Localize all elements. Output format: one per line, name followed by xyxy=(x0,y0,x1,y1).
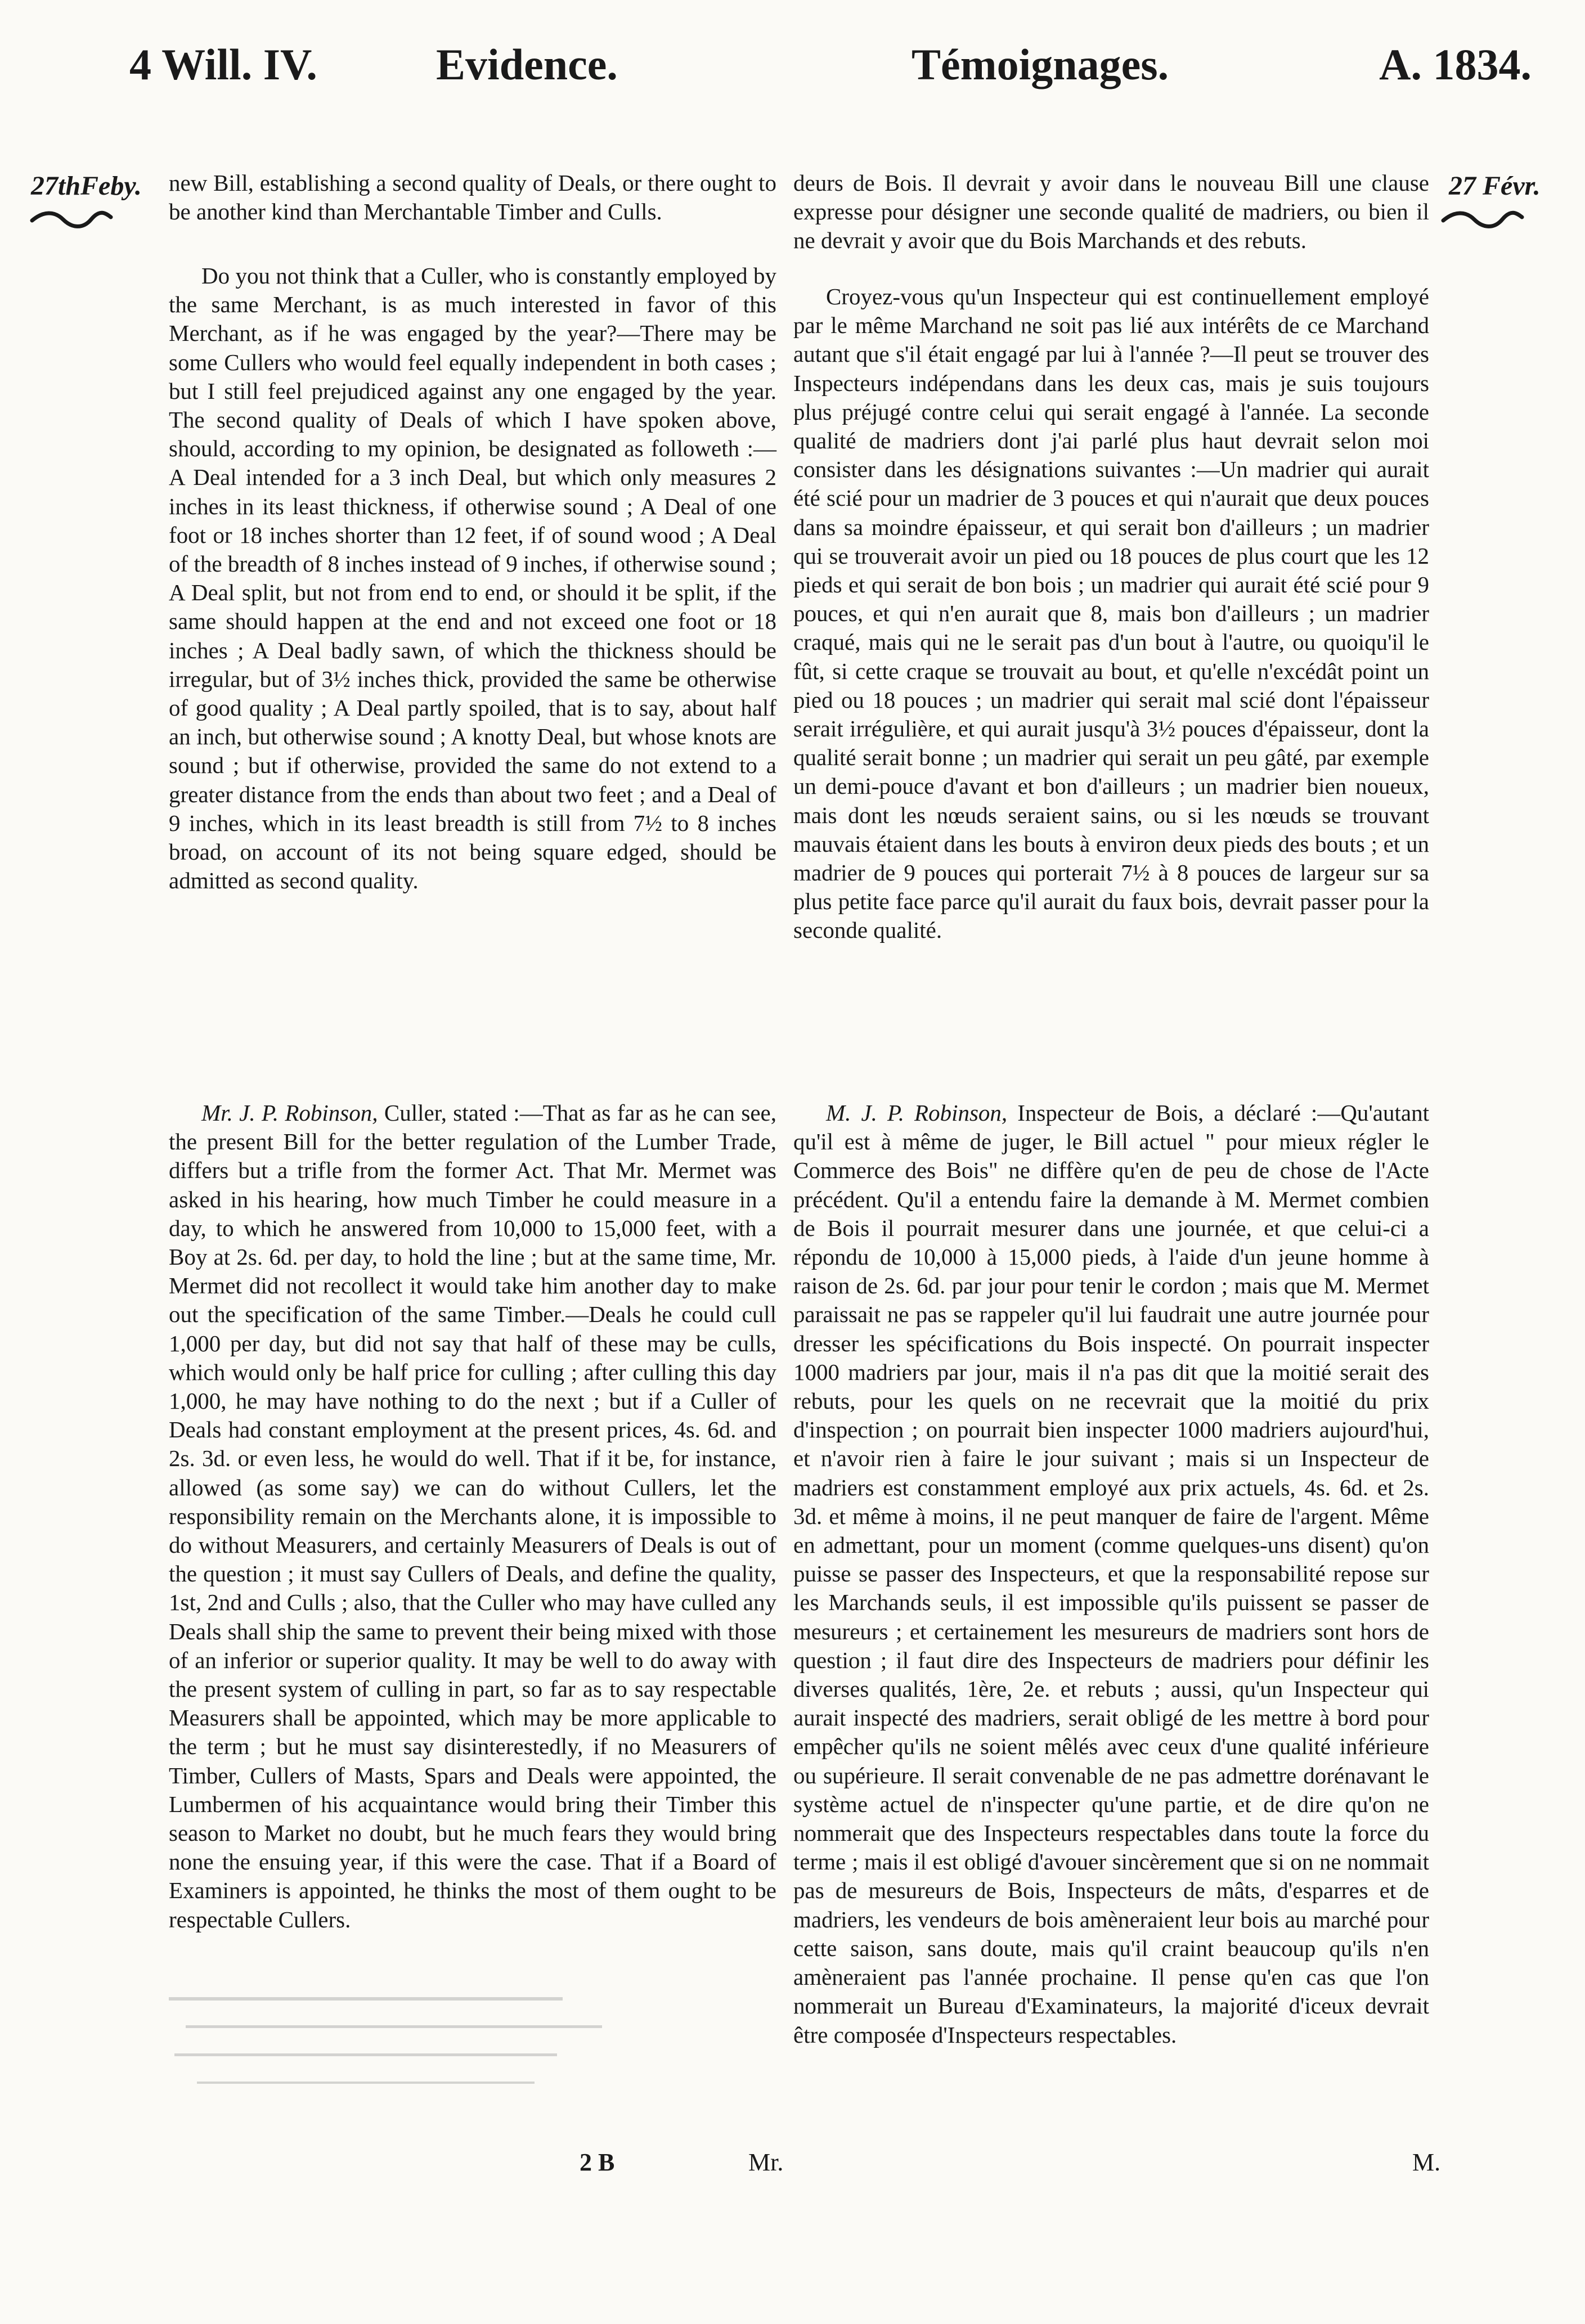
french-paragraph-3 xyxy=(793,1099,1429,2049)
swash-ornament-icon xyxy=(1440,208,1525,231)
header-year: A. 1834. xyxy=(1379,40,1532,89)
french-paragraph-1-text: deurs de Bois. Il devrait y avoir dans le nouveau Bill une clause expresse pour désigner une seconde qualité de madriers, ou bien il ne devrait y avoir que du Bois Marchands et des rebuts. xyxy=(793,170,1429,254)
english-paragraph-2-text: Do you not think that a Culler, who is constantly employed by the same Merchant, is as much interested in favor of this Merchant, as if he was engaged by the year?—There may be some Cullers who would feel equally independent in both cases ; but I still feel prejudiced against any one engaged by the year. The second quality of Deals of which I have spoken above, should, according to my opinion, be designated as followeth :—A Deal intended for a 3 inch Deal, but which only measures 2 inches in its least thickness, if otherwise sound ; A Deal of one foot or 18 inches shorter than 12 feet, if of sound wood ; A Deal of the breadth of 8 inches instead of 9 inches, if otherwise sound ; A Deal split, but not from end to end, or should it be split, if the same should happen at the end and not exceed one foot or 18 inches ; A Deal badly sawn, of which the thickness should be irregular, but of 3½ inches thick, provided the same be otherwise of good quality ; A Deal partly spoiled, that is to say, about half an inch, but otherwise sound ; A knotty Deal, but whose knots are sound ; but if otherwise, provided the same do not extend to a greater distance from the ends than about two feet ; and a Deal of 9 inches, which in its least breadth is still from 7½ to 8 inches broad, on account of its not being square edged, should be admitted as second quality. xyxy=(169,263,776,894)
french-paragraph-continuation xyxy=(793,169,1429,255)
catchword-french: M. xyxy=(1412,2148,1441,2176)
witness-name: Mr. J. P. Robinson, xyxy=(201,1100,378,1126)
english-paragraph-3-text: Culler, stated :—That as far as he can see, the present Bill for the better regulation of the Lumber Trade, differs but a trifle from the former Act. That Mr. Mermet was asked in his hearing, how much Timber he could measure in a day, to which he answered from 10,000 to 15,000 feet, with a Boy at 2s. 6d. per day, to hold the line ; but at the same time, Mr. Mermet did not recollect it would take him another day to make out the specification of the same Timber.—Deals he could cull 1,000 per day, but did not say that half of these may be culls, which would only be half price for culling ; after culling this day 1,000, he may have nothing to do the next ; but if a Culler of Deals had constant employment at the present prices, 4s. 6d. and 2s. 3d. or even less, he would do well. That if it be, for instance, allowed (as some say) we can do without Cullers, let the responsibility remain on the Merchants alone, it is impossible to do without Measurers, and certainly Measurers of Deals is out of the question ; it must say Cullers of Deals, and define the quality, 1st, 2nd and Culls ; also, that the Culler who may have culled any Deals shall ship the same to prevent their being mixed with those of an inferior or superior quality. It may be well to do away with the present system of culling in part, so far as to say respectable Measurers shall be appointed, which may be more applicable to the term ; but he must say disinterestedly, if no Measurers of Timber, Cullers of Masts, Spars and Deals were appointed, the Lumbermen of his acquaintance would bring their Timber this season to Market no doubt, but he much fears they would bring none the ensuing year, if this were the case. That if a Board of Examiners is appointed, he thinks the most of them ought to be respectable Cullers. xyxy=(169,1100,776,1932)
catchword-english: Mr. xyxy=(748,2148,784,2176)
print-bleed-through-noise xyxy=(163,1980,625,2115)
header-temoignages: Témoignages. xyxy=(912,40,1169,89)
header-regnal-year: 4 Will. IV. xyxy=(129,40,317,89)
english-paragraph-continuation xyxy=(169,169,776,226)
english-paragraph-1-text: new Bill, establishing a second quality of Deals, or there ought to be another kind than Merchantable Timber and Culls. xyxy=(169,170,776,225)
header-evidence: Evidence. xyxy=(436,40,618,89)
margin-date-french: 27 Févr. xyxy=(1449,171,1541,201)
swash-ornament-icon xyxy=(29,208,114,231)
english-question-paragraph xyxy=(169,262,776,895)
running-header xyxy=(129,39,1532,101)
french-robinson-testimony xyxy=(793,1099,1429,2049)
signature-mark: 2 B xyxy=(580,2148,615,2176)
french-paragraph-3-text: Inspecteur de Bois, a déclaré :—Qu'autant qu'il est à même de juger, le Bill actuel " pour mieux régler le Commerce des Bois" ne diffère qu'en de peu de chose de l'Acte précédent. Qu'il a entendu faire la demande à M. Mermet combien de Bois il pourrait mesurer dans une journée, et que celui-ci a répondu de 10,000 à 15,000 pieds, à l'aide d'un jeune homme à raison de 2s. 6d. par jour pour tenir le cordon ; mais que M. Mermet paraissait ne pas se rappeler qu'il lui faudrait une autre journée pour dresser les spécifications du Bois inspecté. On pourrait inspecter 1000 madriers par jour, mais il n'a pas dit que la moitié serait des rebuts, pour les quels on ne recevrait que la moitié du prix d'inspection ; on pourrait bien inspecter 1000 madriers aujourd'hui, et n'avoir rien à faire le jour suivant ; mais si un Inspecteur de madriers est constamment employé aux prix actuels, 4s. 6d. et 2s. 3d. et même à moins, il ne peut manquer de faire de l'argent. Même en admettant, pour un moment (comme quelques-uns disent) qu'on puisse se passer des Inspecteurs, et que la responsabilité repose sur les Marchands seuls, il est impossible qu'ils puissent se passer de mesureurs ; et certainement les mesureurs de madriers sont hors de question ; il faut dire des Inspecteurs de madriers pour définir les diverses qualités, 1ère, 2e. et rebuts ; aussi, qu'un Inspecteur qui aurait inspecté des madriers, serait obligé de les mettre à bord pour empêcher qu'ils ne soient mêlés avec ceux d'une qualité inférieure ou supérieure. Il serait convenable de ne pas admettre dorénavant le système actuel de n'inspecter qu'une partie, et de dire qu'on ne nommerait que des Inspecteurs respectables dans toute la force du terme ; mais il est obligé d'avouer sincèrement que si on ne nommait pas de mesureurs de Bois, Inspecteurs de mâts, d'esparres et de madriers, les vendeurs de bois amèneraient leur bois au marché pour cette saison, sans doute, mais qu'il craint beaucoup qu'ils n'en amèneraient pas l'année prochaine. Il pense qu'en cas que l'on nommerait un Bureau d'Examinateurs, la majorité d'iceux devrait être composée d'Inspecteurs respectables. xyxy=(793,1100,1429,2048)
margin-date-english: 27thFeby. xyxy=(31,171,142,201)
french-paragraph-2-text: Croyez-vous qu'un Inspecteur qui est continuellement employé par le même Marchand ne soit pas lié aux intérêts de ce Marchand autant que s'il était engagé par lui à l'année ?—Il peut se trouver des Inspecteurs indépendans dans les deux cas, mais je suis toujours plus préjugé contre celui qui serait engagé à l'année. La seconde qualité de madriers dont j'ai parlé plus haut devrait selon moi consister dans les désignations suivantes :—Un madrier qui aurait été scié pour un madrier de 3 pouces et qui n'aurait que deux pouces dans sa moindre épaisseur, et qui serait bon d'ailleurs ; un madrier qui se trouverait avoir un pied ou 18 pouces de plus court que les 12 pieds et qui serait de bon bois ; un madrier qui aurait été scié pour 9 pouces, et qui n'en aurait que 8, mais bon d'ailleurs ; un madrier craqué, mais qui ne le serait pas d'un bout à l'autre, ou quoiqu'il le fût, si cette craque se trouvait au bout, et qu'elle n'excédât point un pied ou 18 pouces ; un madrier qui serait mal scié dont l'épaisseur serait irrégulière, et qui aurait jusqu'à 3½ pouces d'épaisseur, dont la qualité serait bonne ; un madrier qui serait un peu gâté, par exemple un demi-pouce d'avant et bon d'ailleurs ; un madrier bien noueux, mais dont les nœuds seraient sains, ou si les nœuds se trouvant mauvais étaient dans les bouts à environ deux pieds des bouts ; et un madrier de 9 pouces qui porterait 7½ à 8 pouces de largeur sur sa plus petite face parce qu'il aurait du faux bois, devrait passer pour la seconde qualité. xyxy=(793,284,1429,943)
english-robinson-testimony xyxy=(169,1099,776,1934)
english-paragraph-3 xyxy=(169,1099,776,1934)
witness-name-fr: M. J. P. Robinson, xyxy=(826,1100,1008,1126)
french-question-paragraph xyxy=(793,282,1429,945)
